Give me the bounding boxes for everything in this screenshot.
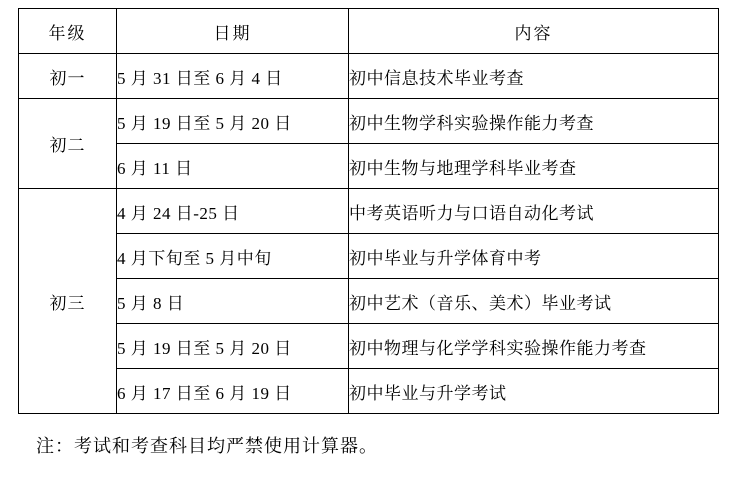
- column-header-date: 日期: [117, 9, 349, 54]
- date-cell: 5 月 31 日至 6 月 4 日: [117, 54, 349, 99]
- exam-schedule-table: [18, 8, 719, 414]
- table-note: 注：考试和考查科目均严禁使用计算器。: [36, 436, 378, 456]
- date-cell: 5 月 8 日: [117, 279, 349, 324]
- date-cell: 6 月 17 日至 6 月 19 日: [117, 369, 349, 414]
- table-row: [19, 144, 719, 189]
- content-cell: 初中信息技术毕业考查: [349, 54, 719, 99]
- document-page: [0, 8, 741, 497]
- column-header-content: 内容: [349, 9, 719, 54]
- grade-cell-3: 初三: [19, 189, 117, 414]
- table-body: [19, 54, 719, 414]
- table-row: [19, 324, 719, 369]
- content-cell: 初中生物学科实验操作能力考查: [349, 99, 719, 144]
- content-cell: 初中艺术（音乐、美术）毕业考试: [349, 279, 719, 324]
- table-row: [19, 369, 719, 414]
- content-cell: 初中毕业与升学考试: [349, 369, 719, 414]
- table-header: [19, 9, 719, 54]
- grade-cell-2: 初二: [19, 99, 117, 189]
- content-cell: 初中毕业与升学体育中考: [349, 234, 719, 279]
- date-cell: 4 月 24 日-25 日: [117, 189, 349, 234]
- table-row: [19, 234, 719, 279]
- date-cell: 4 月下旬至 5 月中旬: [117, 234, 349, 279]
- grade-cell-1: 初一: [19, 54, 117, 99]
- content-cell: 初中物理与化学学科实验操作能力考查: [349, 324, 719, 369]
- content-cell: 初中生物与地理学科毕业考查: [349, 144, 719, 189]
- date-cell: 5 月 19 日至 5 月 20 日: [117, 324, 349, 369]
- table-row: [19, 189, 719, 234]
- column-header-grade: 年级: [19, 9, 117, 54]
- date-cell: 5 月 19 日至 5 月 20 日: [117, 99, 349, 144]
- date-cell: 6 月 11 日: [117, 144, 349, 189]
- table-row: [19, 279, 719, 324]
- table-row: [19, 54, 719, 99]
- table-header-row: [19, 9, 719, 54]
- content-cell: 中考英语听力与口语自动化考试: [349, 189, 719, 234]
- table-row: [19, 99, 719, 144]
